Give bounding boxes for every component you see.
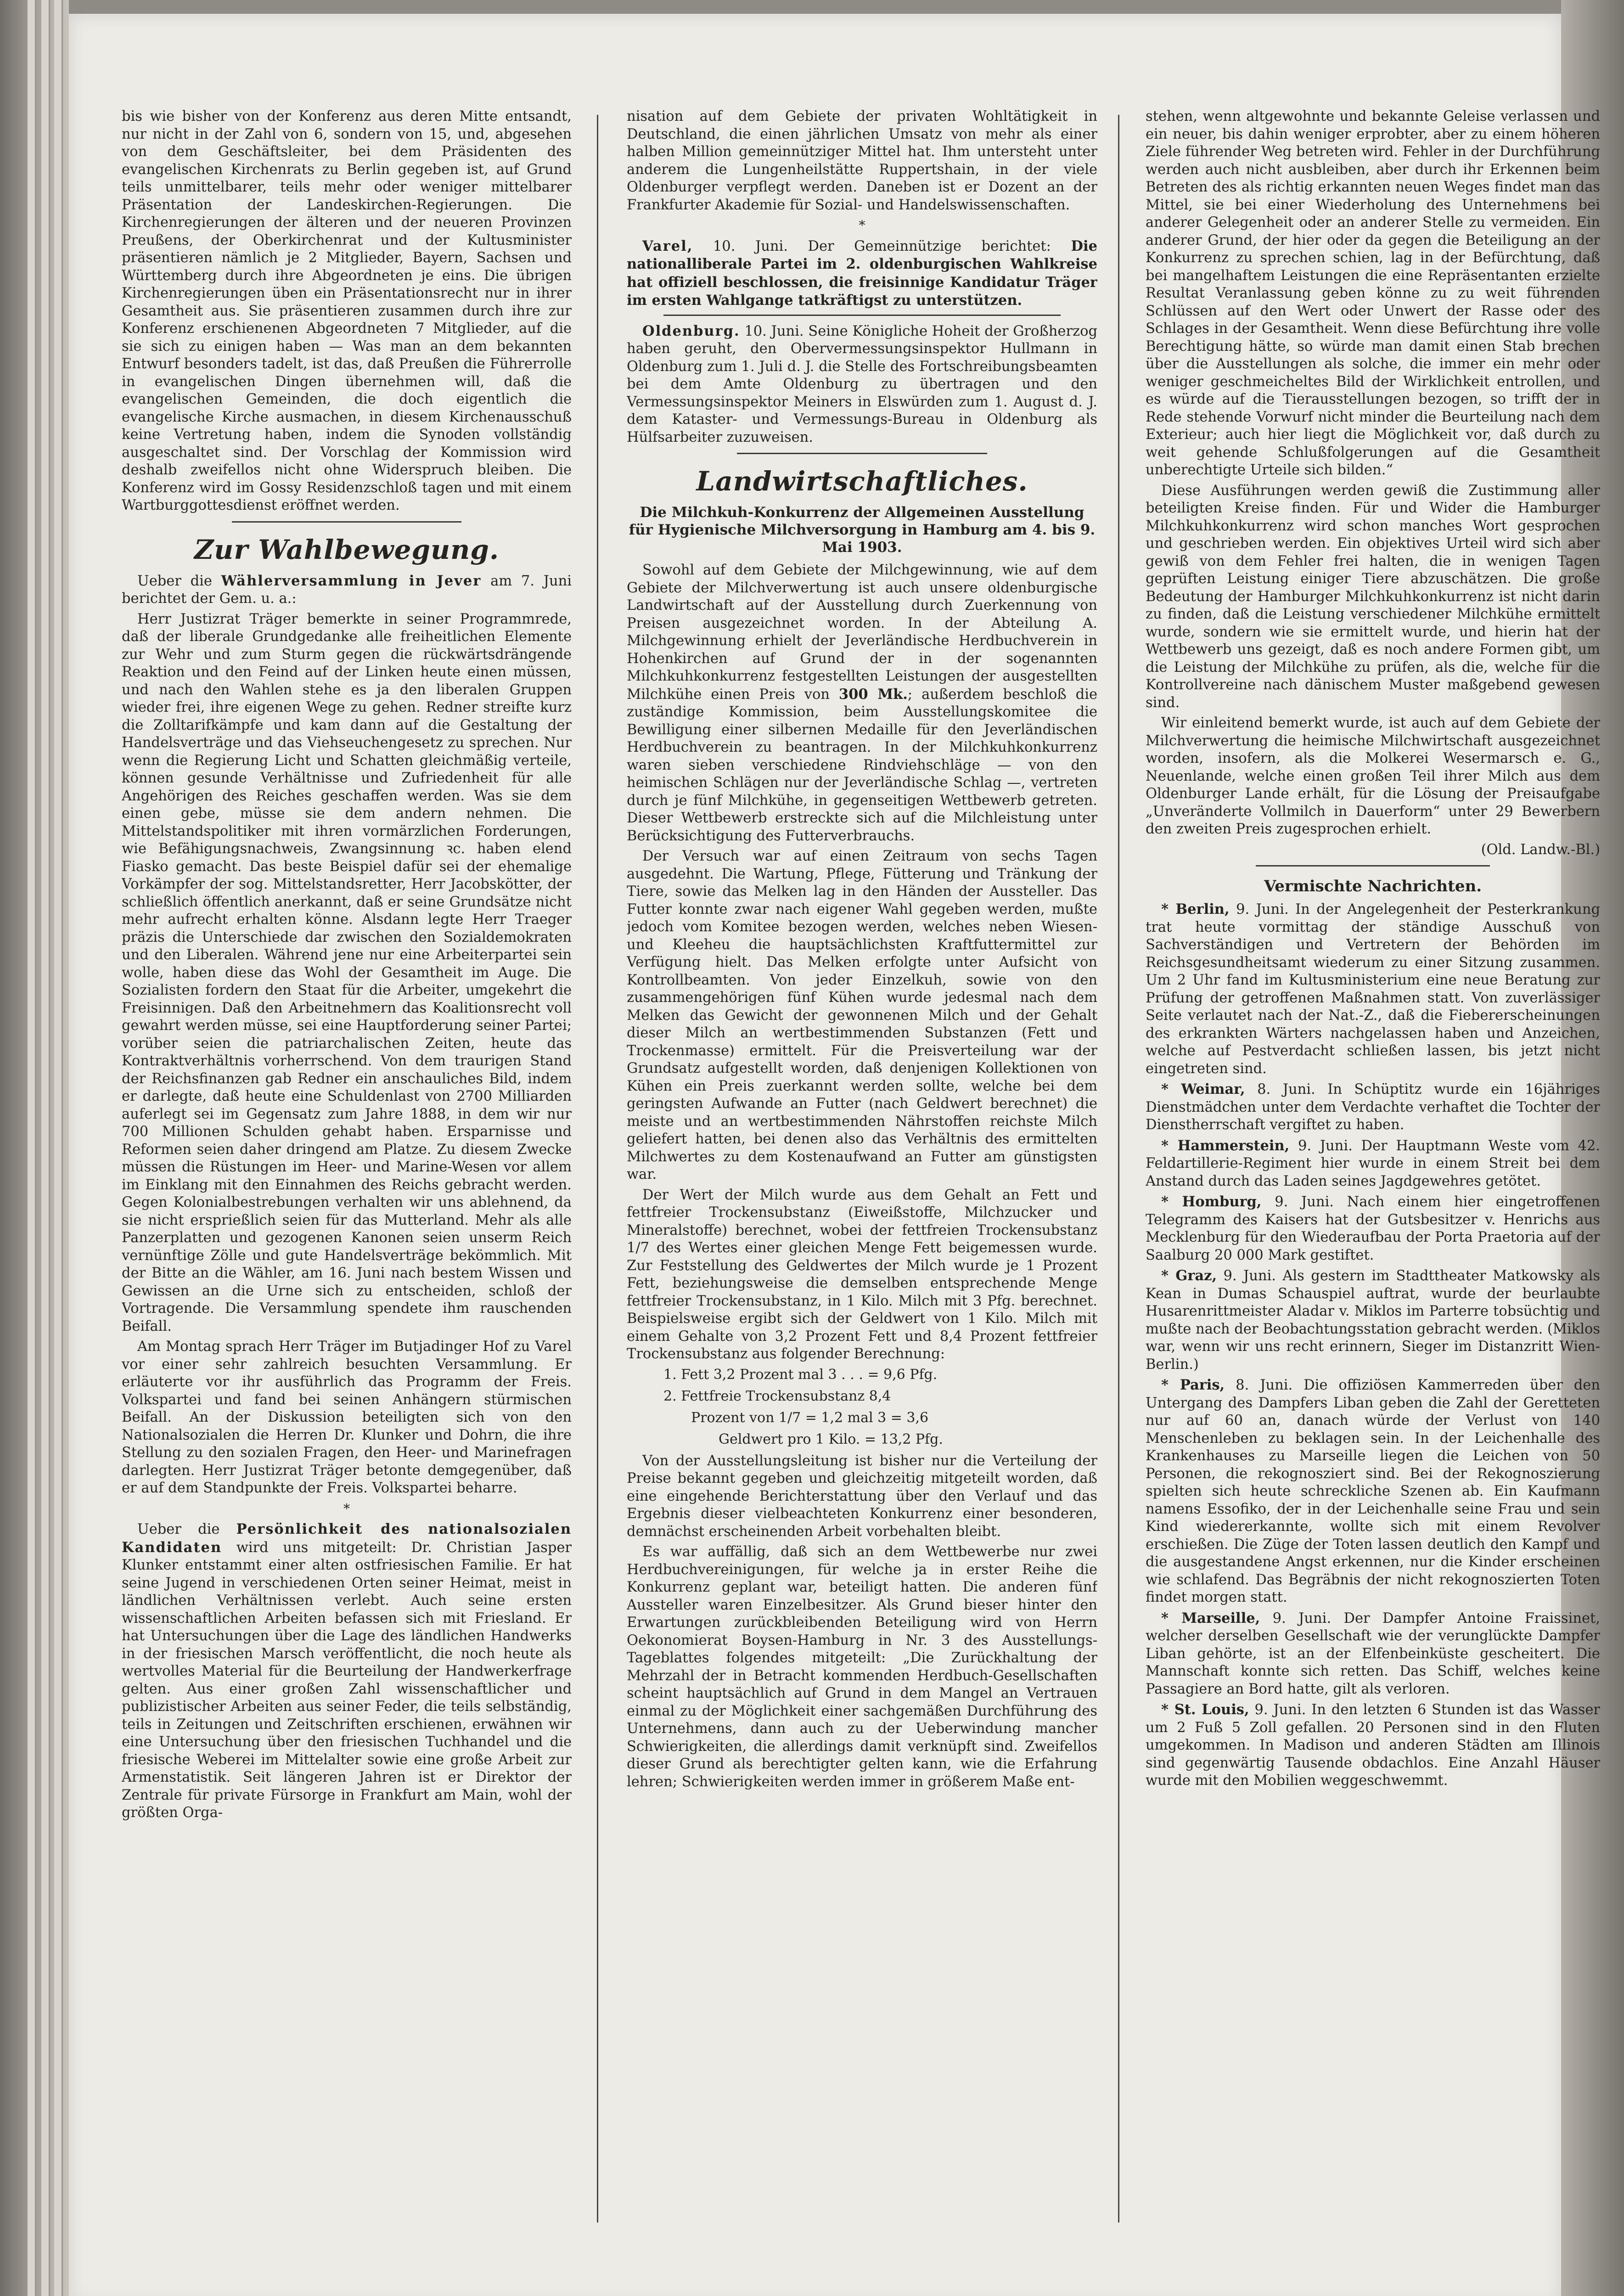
page-edge bbox=[28, 0, 36, 2296]
separator-star: * bbox=[343, 1501, 350, 1516]
news-item-graz: * Graz, 9. Juni. Als gestern im Stadttheater Matkowsky als Kean in Dumas Schauspiel auftrat, wurde der beurlaubte Husarenrittmeister Aladar v. Miklos im Parterre tobsüchtig und mußte nach der Beobachtungsstation gebracht werden. (Miklos war, wenn wir uns recht erinnern, Sieger im Distanzritt Wien-Berlin.) bbox=[1146, 1267, 1600, 1373]
paragraph: Ueber die Wählerversammlung in Jever am 7. Juni berichtet der Gem. u. a.: bbox=[122, 572, 572, 607]
column-3 bbox=[1146, 108, 1600, 2232]
column-divider bbox=[597, 115, 598, 2223]
news-item-varel: Varel, 10. Juni. Der Gemeinnützige berichtet: Die nationalliberale Partei im 2. oldenburgischen Wahlkreise hat offiziell beschlossen, die freisinnige Kandidatur Träger im ersten Wahlgange tatkräftigst zu unterstützen. bbox=[627, 237, 1097, 309]
section-heading-vermischtes: Vermischte Nachrichten. bbox=[1264, 877, 1482, 895]
paragraph: Von der Ausstellungsleitung ist bisher nur die Verteilung der Preise bekannt gegeben und gleichzeitig mitgeteilt worden, daß eine eingehende Berichterstattung über den Verlauf und das Ergebnis dieser vielbeachteten Konkurrenz einer besonderen, demnächst erscheinenden Arbeit vorbehalten bleibt. bbox=[627, 1452, 1097, 1540]
paragraph: Ueber die Persönlichkeit des nationalsozialen Kandidaten wird uns mitgeteilt: Dr. Christian Jasper Klunker entstammt einer alten ostfriesischen Familie. Er hat seine Jugend in verschiedenen Orten seiner Heimat, meist in ländlichen Verhältnissen verlebt. Auch seine ersten wissenschaftlichen Arbeiten befassen sich mit Friesland. Er hat Untersuchungen über die Lage des ländlichen Handwerks in der friesischen Marsch veröffentlicht, die noch heute als wertvolles Material für die Beurteilung der Handwerkerfrage gelten. Aus einer großen Zahl wissenschaftlicher und publizistischer Arbeiten aus seiner Feder, die teils selbständig, teils in Zeitungen und Zeitschriften erschienen, erwähnen wir eine Untersuchung über den friesischen Tuchhandel und die friesische Weberei im Mittelalter sowie eine große Arbeit zur Armenstatistik. Seit längeren Jahren ist er Direktor der Zentrale für private Fürsorge in Frankfurt am Main, wohl der größten Orga- bbox=[122, 1521, 572, 1821]
article-continuation: stehen, wenn altgewohnte und bekannte Geleise verlassen und ein neuer, bis dahin weniger erprobter, aber zu einem höheren Ziele führender Weg betreten wird. Fehler in der Durchführung werden auch nicht ausbleiben, aber durch ihr Erkennen beim Betreten des als richtig erkannten neuen Weges findet man das Mittel, sie bei einer Wiederholung des Unternehmens bei anderer Gelegenheit oder an anderer Stelle zu vermeiden. Ein anderer Grund, der hier oder da gegen die Beteiligung an der Konkurrenz zu sprechen schien, lag in der Befürchtung, daß bei mangelhaftem Leistungen die eine Repräsentanten erzielte Resultat Veranlassung geben könne zu zu weit führenden Schlüssen auf den Wert oder Unwert der Rasse oder des Schlages in der Gesamtheit. Wenn diese Befürchtung ihre volle Berechtigung hätte, so würde man damit einen Stab brechen über die Ausstellungen als solche, die immer ein mehr oder weniger geschmeicheltes Bild der Wirklichkeit entrollen, und es würde auf die Tierausstellungen bezogen, so trifft der in Rede stehende Vorwurf nicht minder die Beurteilung nach dem Exterieur; auch hier liegt die Möglichkeit vor, daß durch zu weit gehende Schlußfolgerungen auf die Gesamtheit unberechtigte Urteile sich bilden.“ bbox=[1146, 108, 1600, 478]
newspaper-page bbox=[69, 14, 1600, 2296]
page-edge bbox=[41, 0, 50, 2296]
source-credit: (Old. Landw.-Bl.) bbox=[1481, 841, 1600, 858]
column-1 bbox=[122, 108, 572, 2232]
paragraph: Am Montag sprach Herr Träger im Butjadinger Hof zu Varel vor einer sehr zahlreich besuchten Versammlung. Er erläuterte vor ihr ausführlich das Programm der Freis. Volkspartei und fand bei seinen Anhängern stürmischen Beifall. An der Diskussion beteiligten sich von den Nationalsozialen die Herren Dr. Klunker und Dohrn, die ihre Stellung zu den sozialen Fragen, den Heer- und Marinefragen darlegten. Herr Justizrat Träger betonte demgegenüber, daß er auf dem Standpunkte der Freis. Volkspartei beharre. bbox=[122, 1339, 572, 1496]
section-rule bbox=[663, 315, 1061, 316]
paragraph: Der Versuch war auf einen Zeitraum von sechs Tagen ausgedehnt. Die Wartung, Pflege, Fütterung und Tränkung der Tiere, sowie das Melken lag in den Händen der Aussteller. Das Futter konnte zwar nach eigener Wahl gegeben werden, mußte jedoch vom Komitee bezogen werden, welches neben Wiesen- und Kleeheu die hauptsächlichsten Kraftfuttermittel zur Verfügung hielt. Das Melken erfolgte unter Aufsicht von Kontrollbeamten. Von jeder Einzelkuh, sowie von den zusammengehörigen fünf Kühen wurde jedesmal nach dem Melken das Gewicht der gewonnenen Milch und der Gehalt dieser Milch an wertbestimmenden Substanzen (Fett und Trockenmasse) ermittelt. Für die Preisverteilung war der Grundsatz aufgestellt worden, daß denjenigen Kollektionen von Kühen ein Preis zuerkannt werden sollte, welche bei dem geringsten Aufwande an Futter (nach Geldwert berechnet) die meiste und an wertbestimmenden Nährstoffen reichste Milch geliefert hatten, bei denen also das Verhältnis des ermittelten Milchwertes zu dem Kostenaufwand an Futter am günstigsten war. bbox=[627, 848, 1097, 1182]
calculation-line: 1. Fett 3,2 Prozent mal 3 . . . = 9,6 Pfg. bbox=[663, 1366, 938, 1383]
section-rule bbox=[737, 453, 987, 454]
column-2 bbox=[627, 108, 1097, 2232]
news-item-weimar: * Weimar, 8. Juni. In Schüptitz wurde ein 16jähriges Dienstmädchen unter dem Verdachte verhaftet die Tochter der Dienstherrschaft vergiftet zu haben. bbox=[1146, 1081, 1600, 1133]
paragraph: Der Wert der Milch wurde aus dem Gehalt an Fett und fettfreier Trockensubstanz (Eiweißstoffe, Milchzucker und Mineralstoffe) berechnet, wobei der fettfreien Trockensubstanz 1/7 des Wertes einer gleichen Menge Fett beigemessen wurde. Zur Feststellung des Geldwertes der Milch wurde je 1 Prozent Fett, beziehungsweise die demselben entsprechende Menge fettfreier Trockensubstanz, in 1 Kilo. Milch mit 3 Pfg. berechnet. Beispielsweise ergibt sich der Geldwert von 1 Kilo. Milch mit einem Gehalte von 3,2 Prozent Fett und 8,4 Prozent fettfreier Trockensubstanz aus folgender Berechnung: bbox=[627, 1187, 1097, 1362]
news-item-paris: * Paris, 8. Juni. Die offiziösen Kammerreden über den Untergang des Dampfers Liban geben die Zahl der Geretteten nur auf 60 an, danach würde der Verlust von 140 Menschenleben zu beklagen sein. In der Leichenhalle des Krankenhauses zu Marseille liegen die Leichen von 50 Personen, die rekognosziert sind. Bei der Rekognoszierung spielten sich heute schreckliche Szenen ab. Ein Kaufmann namens Essofiko, der in der Leichenhalle seine Frau und sein Kind wiedererkannte, wollte sich mit einem Revolver erschießen. Die Züge der Toten lassen deutlich den Kampf und die ausgestandene Angst erkennen, nur die Kinder erscheinen wie schlafend. Das Begräbnis der nicht rekognoszierten Toten findet morgen statt. bbox=[1146, 1377, 1600, 1605]
paragraph: Diese Ausführungen werden gewiß die Zustimmung aller beteiligten Kreise finden. Für und Wider die Hamburger Milchkuhkonkurrenz wird schon manches Wort gesprochen und geschrieben werden. Ein objektives Urteil wird sich aber gewiß von dem Fehler frei halten, die in wenigen Tagen geprüften Leistung einiger Tiere abzuschätzen. Die große Bedeutung der Hamburger Milchkuhkonkurrenz ist nicht darin zu finden, daß die Leistung verschiedener Milchkühe ermittelt wurde, sondern wie sie ermittelt wurde, und hierin hat der Wettbewerb uns gezeigt, daß es noch andere Formen gibt, um die Leistung der Milchkühe zu prüfen, als die, welche für die Kontrollvereine nach dänischem Muster maßgebend gewesen sind. bbox=[1146, 482, 1600, 711]
column-divider bbox=[1118, 115, 1119, 2223]
news-item-hammerstein: * Hammerstein, 9. Juni. Der Hauptmann Weste vom 42. Feldartillerie-Regiment hier wurde in einem Streit bei dem Anstand durch das Laden seines Jagdgewehres getötet. bbox=[1146, 1137, 1600, 1189]
section-rule bbox=[232, 521, 461, 523]
news-item-oldenburg: Oldenburg. 10. Juni. Seine Königliche Hoheit der Großherzog haben geruht, den Obervermessungsinspektor Hullmann in Oldenburg zum 1. Juli d. J. die Stelle des Fortschreibungsbeamten bei dem Amte Oldenburg zu übertragen und den Vermessungsinspektor Meiners in Elswürden zum 1. August d. J. dem Kataster- und Vermessungs-Bureau in Oldenburg als Hülfsarbeiter zuzuweisen. bbox=[627, 322, 1097, 445]
page-edge bbox=[54, 0, 63, 2296]
calculation-line: Prozent von 1/7 = 1,2 mal 3 = 3,6 bbox=[691, 1409, 929, 1426]
news-item-st-louis: * St. Louis, 9. Juni. In den letzten 6 Stunden ist das Wasser um 2 Fuß 5 Zoll gefallen. 20 Personen sind in den Fluten umgekommen. In Madison und anderen Städten am Illinois sind gegenwärtig Tausende obdachlos. Eine Anzahl Häuser wurde mit den Mobilien weggeschwemmt. bbox=[1146, 1701, 1600, 1789]
article-headline: Die Milchkuh-Konkurrenz der Allgemeinen Ausstellung für Hygienische Milchversorgung in Hamburg am 4. bis 9. Mai 1903. bbox=[629, 504, 1096, 556]
news-item-homburg: * Homburg, 9. Juni. Nach einem hier eingetroffenen Telegramm des Kaisers hat der Gutsbesitzer v. Henrichs aus Mecklenburg für den Wiederaufbau der Porta Praetoria auf der Saalburg 20 000 Mark gestiftet. bbox=[1146, 1193, 1600, 1263]
article-continuation: bis wie bisher von der Konferenz aus deren Mitte entsandt, nur nicht in der Zahl von 6, sondern von 15, und, abgesehen von dem Geschäftsleiter, bei dem Präsidenten des evangelischen Kirchenrats zu Berlin gegeben ist, auf Grund teils unmittelbarer, teils mehr oder weniger mittelbarer Präsentation der Landeskirchen-Regierungen. Die Kirchenregierungen der älteren und der neueren Provinzen Preußens, der Oberkirchenrat und der Kultusminister präsentieren nämlich je 2 Mitglieder, Bayern, Sachsen und Württemberg durch ihre Abgeordneten je eins. Die übrigen Kirchenregierungen üben ein Präsentationsrecht nur in ihrer Gesamtheit aus. Sie präsentieren zusammen durch ihre zur Konferenz erschienenen Abgeordneten 7 Mitglieder, auf die sie sich zu einigen haben — Was man an dem bekannten Entwurf besonders tadelt, ist das, daß Preußen die Führerrolle in evangelischen Dingen übernehmen will, daß die evangelischen Gemeinden, die doch eigentlich die evangelische Kirche ausmachen, in diesem Kirchenausschuß keine Vertretung haben, indem die Synoden vollständig ausgeschaltet sind. Der Vorschlag der Kommission wird deshalb zweifellos nicht ohne Widerspruch bleiben. Die Konferenz wird im Gossy Residenzschloß tagen und mit einem Wartburggottesdienst eröffnet werden. bbox=[122, 108, 572, 513]
paragraph: Es war auffällig, daß sich an dem Wettbewerbe nur zwei Herdbuchvereinigungen, für welche ja in erster Reihe die Konkurrenz geplant war, beteiligt hatten. Die anderen fünf Aussteller waren Einzelbesitzer. Als Grund bieser hinter den Erwartungen zurückbleibenden Beteiligung wird von Herrn Oekonomierat Boysen-Hamburg in Nr. 3 des Ausstellungs-Tageblattes folgendes mitgeteilt: „Die Zurückhaltung der Mehrzahl der in Betracht kommenden Herdbuch-Gesellschaften scheint hauptsächlich auf Grund in dem Mangel an Vertrauen einmal zu der Möglichkeit einer sachgemäßen Durchführung des Unternehmens, dann auch zu der Ueberwindung mancher Schwierigkeiten, die allerdings damit verknüpft sind. Zweifellos dieser Grund als berechtigter gelten kann, wie die Erfahrung lehren; Schwierigkeiten werden immer in größerem Maße ent- bbox=[627, 1544, 1097, 1790]
separator-star: * bbox=[859, 218, 865, 233]
calculation-total: Geldwert pro 1 Kilo. = 13,2 Pfg. bbox=[719, 1431, 943, 1447]
section-heading-wahlbewegung: Zur Wahlbewegung. bbox=[194, 534, 500, 565]
news-item-marseille: * Marseille, 9. Juni. Der Dampfer Antoine Fraissinet, welcher derselben Gesellschaft wie der verunglückte Dampfer Liban gehörte, ist an der Elfenbeinküste gescheitert. Die Mannschaft konnte sich retten. Das Schiff, welches keine Passagiere an Bord hatte, gilt als verloren. bbox=[1146, 1609, 1600, 1697]
calculation-line: 2. Fettfreie Trockensubstanz 8,4 bbox=[663, 1388, 891, 1404]
news-item-berlin: * Berlin, 9. Juni. In der Angelegenheit der Pesterkrankung trat heute vormittag der ständige Ausschuß von Sachverständigen und Vertretern der Behörden im Reichsgesundheitsamt wiederum zu einer Sitzung zusammen. Um 2 Uhr fand im Kultusministerium eine neue Beratung zur Prüfung der getroffenen Maßnahmen statt. Von zuverlässiger Seite verlautet nach der Nat.-Z., daß die Fiebererscheinungen des erkrankten Wärters nachgelassen haben und Anzeichen, welche auf Pestverdacht schließen lassen, bis jetzt nicht eingetreten sind. bbox=[1146, 901, 1600, 1077]
paragraph: Sowohl auf dem Gebiete der Milchgewinnung, wie auf dem Gebiete der Milchverwertung ist auch unsere oldenburgische Landwirtschaft auf der Ausstellung durch Zuerkennung von Preisen ausgezeichnet worden. In der Abteilung A. Milchgewinnung erhielt der Jeverländische Herdbuchverein in Hohenkirchen auf Grund der in der sogenannten Milchkuhkonkurrenz festgestellten Leistungen der ausgestellten Milchkühe einen Preis von 300 Mk.; außerdem beschloß die zuständige Kommission, beim Ausstellungskomitee die Bewilligung einer silbernen Medaille für den Jeverländischen Herdbuchverein zu beantragen. In der Milchkuhkonkurrenz waren sieben verschiedene Rindviehschläge — von den heimischen Schlägen nur der Jeverländische Schlag —, vertreten durch je fünf Milchkühe, in gegenseitigen Wettbewerb getreten. Dieser Wettbewerb erstreckte sich auf die Milchleistung unter Berücksichtigung des Futterverbrauchs. bbox=[627, 562, 1097, 844]
book-spine bbox=[0, 0, 69, 2296]
section-heading-landwirtschaft: Landwirtschaftliches. bbox=[696, 466, 1028, 497]
paragraph: Herr Justizrat Träger bemerkte in seiner Programmrede, daß der liberale Grundgedanke alle freiheitlichen Elemente zur Wehr und zum Sturm gegen die rückwärtsdrängende Reaktion und den Feind auf der Linken heute einen müssen, und nach den Wahlen stehe es ja den liberalen Gruppen wieder frei, ihre eigenen Wege zu gehen. Redner streifte kurz die Zolltarifkämpfe und kam dann auf die Gestaltung der Handelsverträge und das Viehseuchengesetz zu sprechen. Nur wenn die Regierung Licht und Schatten gleichmäßig verteile, können gesunde Verhältnisse und Zufriedenheit für alle Angehörigen des Reiches geschaffen werden. Was sie dem einen gebe, müsse sie dem andern nehmen. Die Mittelstandspolitiker mit ihren vormärzlichen Forderungen, wie Befähigungsnachweis, Zwangsinnung ꝛc. haben elend Fiasko gemacht. Das beste Beispiel dafür sei der ehemalige Vorkämpfer der sog. Mittelstandsretter, Herr Jacobskötter, der schließlich öffentlich anerkannt, daß er seine Grundsätze nicht mehr aufrecht erhalten könne. Alsdann legte Herr Traeger präzis die Unterschiede dar zwischen den Sozialdemokraten und den Liberalen. Während jene nur eine Arbeiterpartei sein wolle, haben diese das Wohl der Gesamtheit im Auge. Die Sozialisten fordern den Staat für die Arbeiter, umgekehrt die Freisinnigen. Daß den Arbeitnehmern das Koalitionsrecht voll gewahrt werden müsse, sei eine Hauptforderung seiner Partei; vorüber seien die patriarchalischen Zeiten, heute das Kontraktverhältnis vorherrschend. Von dem traurigen Stand der Reichsfinanzen gab Redner ein anschauliches Bild, indem er darlegte, daß heute eine Schuldenlast von 2700 Milliarden auferlegt sei im Gegensatz zum Jahre 1888, in dem wir nur 700 Millionen Schulden gehabt haben. Ersparnisse und Reformen seien daher dringend am Platze. Zu diesem Zwecke müssen die Rüstungen im Heer- und Marine-Wesen vor allem im Einklang mit den Einnahmen des Reichs gebracht werden. Gegen Kolonialbestrebungen verhalten wir uns ablehnend, da sie nicht ersprießlich seien für das Mutterland. Mehr als alle Panzerplatten und gezogenen Kanonen seien unserm Reich vernünftige Zölle und gute Handelsverträge bekömmlich. Mit der Bitte an die Wähler, am 16. Juni nach bestem Wissen und Gewissen an die Urne sich zu entscheiden, schloß der Vortragende. Die Versammlung spendete ihm rauschenden Beifall. bbox=[122, 611, 572, 1334]
paragraph: Wir einleitend bemerkt wurde, ist auch auf dem Gebiete der Milchverwertung die heimische Milchwirtschaft ausgezeichnet worden, insofern, als die Molkerei Wesermarsch e. G., Neuenlande, welche einen großen Teil ihrer Milch aus dem Oldenburger Lande erhält, für die Lösung der Preisaufgabe „Unveränderte Vollmilch in Dauerform“ unter 29 Bewerbern den zweiten Preis zugesprochen erhielt. bbox=[1146, 715, 1600, 837]
section-rule bbox=[1256, 865, 1490, 867]
article-continuation: nisation auf dem Gebiete der privaten Wohltätigkeit in Deutschland, die einen jährlichen Umsatz von mehr als einer halben Million gemeinnütziger Mittel hat. Ihm untersteht unter anderem die Lungenheilstätte Ruppertshain, in der viele Oldenburger verpflegt werden. Daneben ist er Dozent an der Frankfurter Akademie für Sozial- und Handelswissenschaften. bbox=[627, 108, 1097, 213]
